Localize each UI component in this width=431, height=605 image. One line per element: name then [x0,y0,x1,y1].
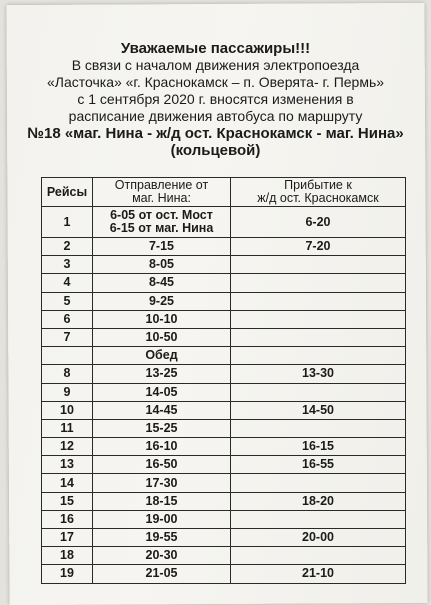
trip-number: 13 [42,456,93,474]
departure-time: 19-00 [93,510,231,528]
arrival-time [231,383,406,401]
departure-time: 8-05 [93,256,231,274]
departure-time: 19-55 [93,529,231,547]
table-row [42,474,406,492]
table-header-row [42,178,406,207]
trip-number: 16 [42,510,93,528]
arrival-time: 14-50 [231,401,406,419]
arrival-time [231,328,406,346]
arrival-time: 21-10 [231,565,406,583]
trip-number: 5 [42,292,93,310]
departure-time: 8-45 [93,274,231,292]
table-row [42,419,406,437]
trip-number: 17 [42,529,93,547]
arrival-time: 18-20 [231,492,406,510]
departure-time: 13-25 [93,365,231,383]
table-row [42,383,406,401]
trip-number: 2 [42,238,93,256]
arrival-time [231,256,406,274]
header-departure-line1: Отправление от [114,178,209,192]
trip-number: 4 [42,274,93,292]
trip-number: 19 [42,565,93,583]
table-row [42,565,406,583]
arrival-time: 16-55 [231,456,406,474]
departure-time: 14-45 [93,401,231,419]
table-row [42,492,406,510]
arrival-time [231,292,406,310]
trip-number: 11 [42,419,93,437]
table-row [42,274,406,292]
arrival-time [231,310,406,328]
header-departure [93,178,231,207]
header-departure-line2: маг. Нина: [132,191,191,205]
header-trips: Рейсы [42,178,93,207]
departure-time [93,207,231,238]
trip-number: 15 [42,492,93,510]
notice-line: расписание движения автобуса по маршруту [68,108,363,124]
trip-number: 7 [42,328,93,346]
table-row [42,238,406,256]
arrival-time: 6-20 [231,207,406,238]
trip-number: 1 [42,207,93,238]
table-row [42,456,406,474]
arrival-time [231,419,406,437]
notice-line: В связи с началом движения электропоезда [71,57,360,73]
table-row [42,547,406,565]
table-row [42,292,406,310]
notice-line: с 1 сентября 2020 г. вносятся изменения в [77,91,354,107]
departure-time: 16-10 [93,438,231,456]
trip-number: 8 [42,365,93,383]
trip-number: 6 [42,310,93,328]
route-name: №18 «маг. Нина - ж/д ост. Краснокамск - маг. Нина» [27,125,404,142]
departure-time: 18-15 [93,492,231,510]
departure-note: 6-15 от маг. Нина [109,221,214,235]
trip-number: 18 [42,547,93,565]
trip-number: 14 [42,474,93,492]
header-arrival-line1: Прибытие к [284,178,352,192]
departure-time: 10-50 [93,328,231,346]
departure-time: 10-10 [93,310,231,328]
break-empty-cell [42,347,93,365]
departure-time: 21-05 [93,565,231,583]
table-row [42,510,406,528]
break-empty-cell [231,347,406,365]
table-row [42,401,406,419]
arrival-time: 20-00 [231,529,406,547]
departure-time: 15-25 [93,419,231,437]
trip-number: 3 [42,256,93,274]
lunch-break-label: Обед [93,347,231,365]
notice-title: Уважаемые пассажиры!!! [120,40,311,57]
departure-time: 16-50 [93,456,231,474]
table-row [42,365,406,383]
trip-number: 12 [42,438,93,456]
table-row [42,438,406,456]
arrival-time [231,510,406,528]
notice-heading [0,40,431,159]
arrival-time [231,547,406,565]
header-arrival-line2: ж/д ост. Краснокамск [257,191,379,205]
departure-time: 17-30 [93,474,231,492]
arrival-time [231,474,406,492]
arrival-time: 13-30 [231,365,406,383]
departure-note: 6-05 от ост. Мост [110,208,213,222]
trip-number: 9 [42,383,93,401]
departure-time: 9-25 [93,292,231,310]
departure-time: 20-30 [93,547,231,565]
arrival-time: 7-20 [231,238,406,256]
arrival-time: 16-15 [231,438,406,456]
table-row [42,328,406,346]
notice-line: «Ласточка» «г. Краснокамск – п. Оверята- г. Пермь» [46,74,385,90]
departure-time: 14-05 [93,383,231,401]
schedule-table [41,177,406,584]
trip-number: 10 [42,401,93,419]
table-row [42,207,406,238]
arrival-time [231,274,406,292]
header-arrival [231,178,406,207]
table-row [42,529,406,547]
table-row [42,310,406,328]
route-type: (кольцевой) [170,142,261,159]
departure-time: 7-15 [93,238,231,256]
table-row [42,256,406,274]
break-row [42,347,406,365]
